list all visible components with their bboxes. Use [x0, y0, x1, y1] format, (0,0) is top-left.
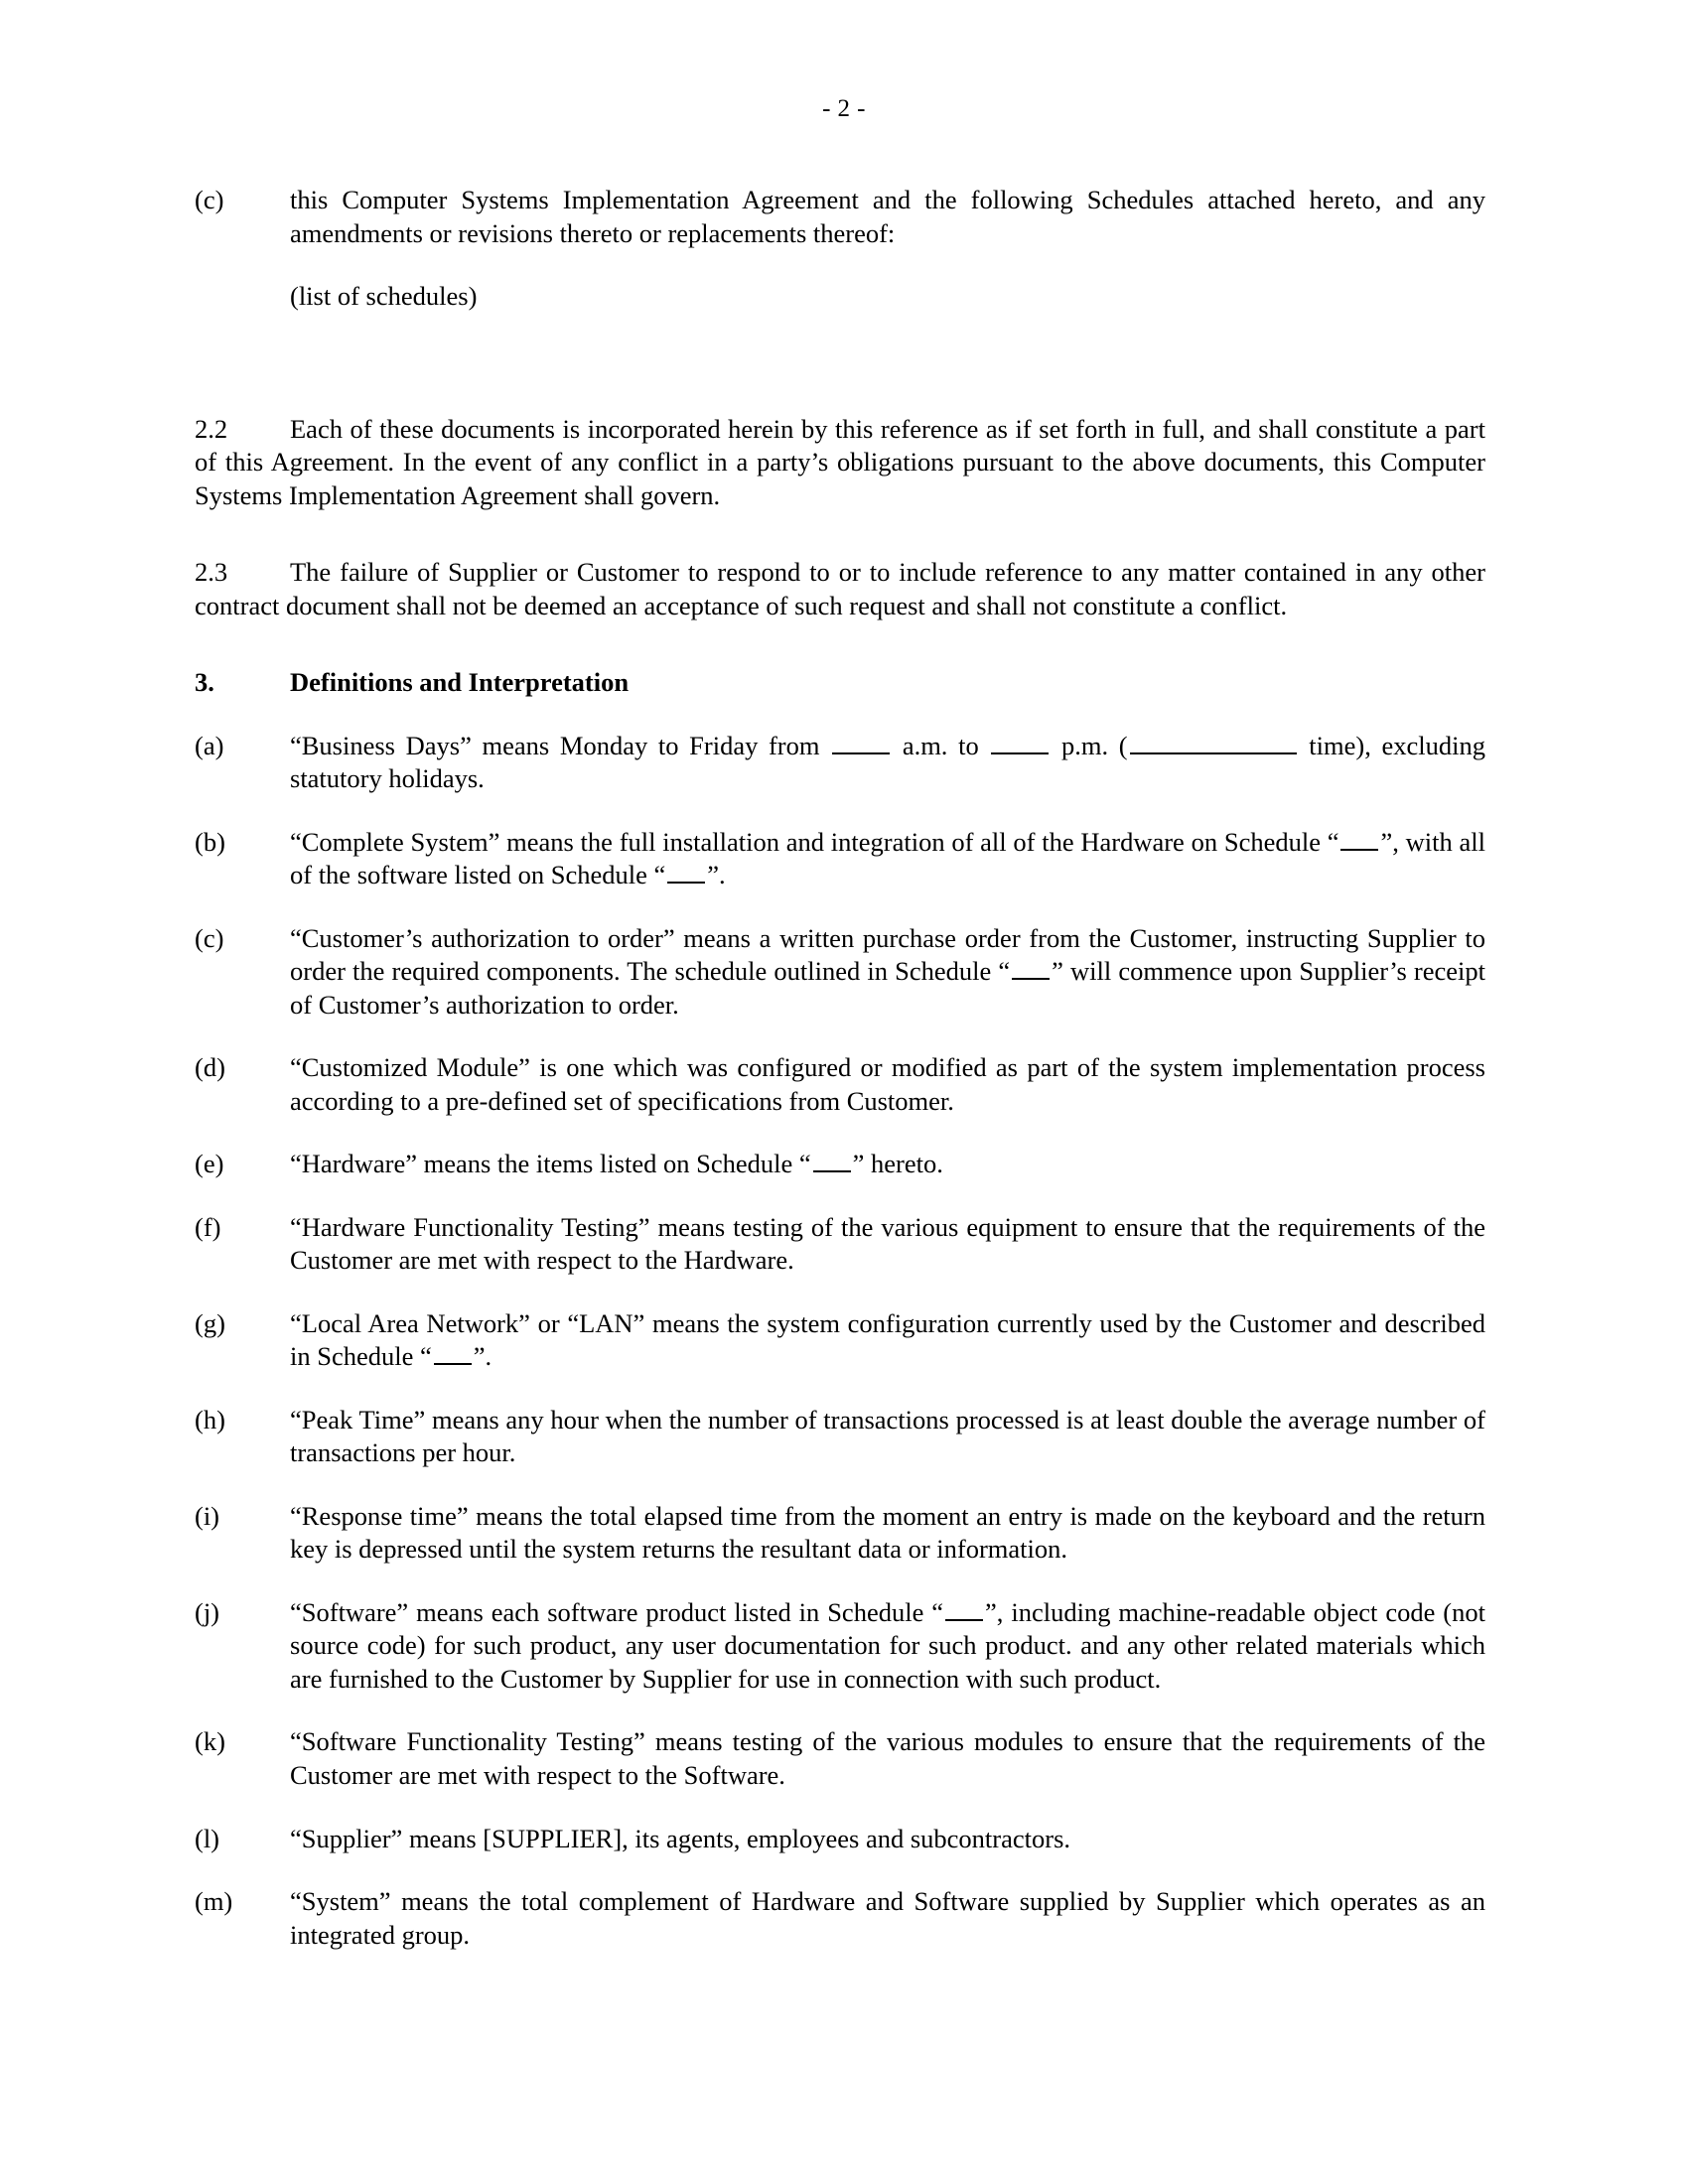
definition-text-segment: time), excluding statutory holidays. [290, 730, 1485, 794]
definition-text-segment: “Business Days” means Monday to Friday from [290, 730, 831, 760]
definition-text-segment: “Customized Module” is one which was configured or modified as part of the system implementation process according to a pre-defined set of specifications from Customer. [290, 1052, 1485, 1116]
clause-2-2 [195, 413, 1485, 513]
definition-local-area-network [195, 1307, 1485, 1374]
document-body [195, 184, 1485, 1952]
definition-marker: (b) [195, 826, 225, 857]
spacer [195, 892, 1485, 922]
definition-marker: (m) [195, 1886, 233, 1917]
spacer [195, 1855, 1485, 1885]
definition-hardware [195, 1148, 1485, 1181]
definition-marker: (f) [195, 1211, 221, 1242]
definition-text [290, 1051, 1485, 1118]
definition-text-segment: “Peak Time” means any hour when the number of transactions processed is at least double the average number of transactions per hour. [290, 1404, 1485, 1468]
section-3-heading [195, 666, 1485, 700]
definition-text-segment: “Software Functionality Testing” means testing of the various modules to ensure that the requirements of the Customer are met with respect to the Software. [290, 1726, 1485, 1790]
spacer [195, 1181, 1485, 1211]
definition-text [290, 1404, 1485, 1470]
spacer [195, 1470, 1485, 1500]
spacer [195, 1374, 1485, 1404]
definition-text-segment: ” hereto. [852, 1149, 943, 1179]
definition-marker: (c) [195, 922, 224, 953]
definition-text-segment: “Response time” means the total elapsed time from the moment an entry is made on the keyboard and the return key is depressed until the system returns the resultant data or information. [290, 1500, 1485, 1565]
definition-marker: (e) [195, 1149, 224, 1179]
section-3-title: Definitions and Interpretation [290, 667, 630, 698]
definition-text [290, 1885, 1485, 1952]
definition-marker: (j) [195, 1596, 220, 1627]
definition-text-segment: ”. [473, 1341, 492, 1372]
definition-text [290, 730, 1485, 796]
definition-list [195, 730, 1485, 1952]
definition-business-days [195, 730, 1485, 796]
definition-text-segment: “System” means the total complement of Hardware and Software supplied by Supplier which operates as an integrated group. [290, 1886, 1485, 1950]
definition-text [290, 1307, 1485, 1374]
page-number: - 2 - [822, 95, 866, 122]
definition-marker: (d) [195, 1052, 225, 1083]
schedules-placeholder [195, 280, 1485, 314]
clause-2-2-text: Each of these documents is incorporated herein by this reference as if set forth in full, and shall constitute a part of this Agreement. In the event of any conflict in a party’s obligations pursuant to the above documents, this Computer Systems Implementation Agreement shall govern. [195, 413, 1485, 510]
clause-marker: (c) [195, 185, 224, 214]
definition-text-segment: a.m. to [892, 730, 990, 760]
clause-2-3-text: The failure of Supplier or Customer to respond to or to include reference to any matter contained in any other contract document shall not be deemed an acceptance of such request and shall not constitute a conflict. [195, 557, 1485, 620]
definition-text-segment: ”, including machine-readable object code (not source code) for such product, any user documentation for such product. and any other related materials which are furnished to the Customer by Supplier for use in connection with such product. [290, 1596, 1485, 1694]
definition-system [195, 1885, 1485, 1952]
definition-marker: (l) [195, 1823, 220, 1853]
definition-text-segment: “Local Area Network” or “LAN” means the system configuration currently used by the Customer and described in Schedule “ [290, 1307, 1485, 1372]
definition-text-segment: “Supplier” means [SUPPLIER], its agents, employees and subcontractors. [290, 1823, 1071, 1853]
definition-text-segment: ”. [707, 860, 726, 890]
fill-in-blank[interactable] [667, 860, 705, 884]
clause-2-2-number: 2.2 [195, 413, 228, 444]
definition-text [290, 1725, 1485, 1792]
definition-text-segment: ”, with all of the software listed on Schedule “ [290, 826, 1485, 890]
spacer [195, 796, 1485, 826]
definition-marker: (k) [195, 1726, 225, 1757]
section-3-number: 3. [195, 667, 214, 698]
definition-text [290, 1211, 1485, 1278]
schedules-placeholder-text: (list of schedules) [290, 281, 478, 312]
clause-text: this Computer Systems Implementation Agreement and the following Schedules attached hereto, and any amendments or revisions thereto or replacements thereof: [290, 185, 1485, 248]
spacer [195, 700, 1485, 730]
definition-text [290, 826, 1485, 892]
definition-text [290, 1823, 1485, 1856]
spacer [195, 622, 1485, 666]
fill-in-blank[interactable] [434, 1342, 472, 1366]
spacer [195, 512, 1485, 556]
fill-in-blank[interactable] [1130, 731, 1297, 754]
definition-customers-authorization-to-order [195, 922, 1485, 1023]
definition-text [290, 1596, 1485, 1697]
definition-complete-system [195, 826, 1485, 892]
clause-2-3-number: 2.3 [195, 557, 228, 588]
definition-software [195, 1596, 1485, 1697]
definition-text-segment: “Hardware Functionality Testing” means testing of the various equipment to ensure that the requirements of the Customer are met with respect to the Hardware. [290, 1211, 1485, 1276]
definition-text [290, 922, 1485, 1023]
spacer [195, 1793, 1485, 1823]
definition-text-segment: p.m. ( [1051, 730, 1128, 760]
definition-marker: (g) [195, 1307, 225, 1338]
definition-peak-time [195, 1404, 1485, 1470]
spacer [195, 1567, 1485, 1596]
fill-in-blank[interactable] [1340, 827, 1378, 851]
spacer [195, 250, 1485, 280]
definition-marker: (h) [195, 1404, 225, 1434]
fill-in-blank[interactable] [945, 1597, 983, 1621]
definition-marker: (a) [195, 730, 224, 760]
clause-2-1-c [195, 184, 1485, 250]
definition-text-segment: ” will commence upon Supplier’s receipt of Customer’s authorization to order. [290, 956, 1485, 1020]
spacer [195, 1022, 1485, 1051]
spacer [195, 1278, 1485, 1307]
definition-text-segment: “Complete System” means the full installation and integration of all of the Hardware on Schedule “ [290, 826, 1339, 857]
definition-software-functionality-testing [195, 1725, 1485, 1792]
clause-2-3 [195, 556, 1485, 622]
fill-in-blank[interactable] [832, 731, 890, 754]
fill-in-blank[interactable] [813, 1150, 851, 1173]
definition-text-segment: “Software” means each software product listed in Schedule “ [290, 1596, 944, 1627]
spacer [195, 1118, 1485, 1148]
fill-in-blank[interactable] [991, 731, 1049, 754]
definition-supplier [195, 1823, 1485, 1856]
fill-in-blank[interactable] [1012, 957, 1050, 981]
definition-text [290, 1500, 1485, 1567]
definition-text-segment: “Customer’s authorization to order” means a written purchase order from the Customer, instructing Supplier to order the required components. The schedule outlined in Schedule “ [290, 922, 1485, 987]
definition-response-time [195, 1500, 1485, 1567]
definition-text [290, 1148, 1485, 1181]
definition-text-segment: “Hardware” means the items listed on Schedule “ [290, 1149, 811, 1179]
definition-marker: (i) [195, 1500, 220, 1531]
spacer [195, 1696, 1485, 1725]
definition-customized-module [195, 1051, 1485, 1118]
definition-hardware-functionality-testing [195, 1211, 1485, 1278]
spacer [195, 314, 1485, 413]
